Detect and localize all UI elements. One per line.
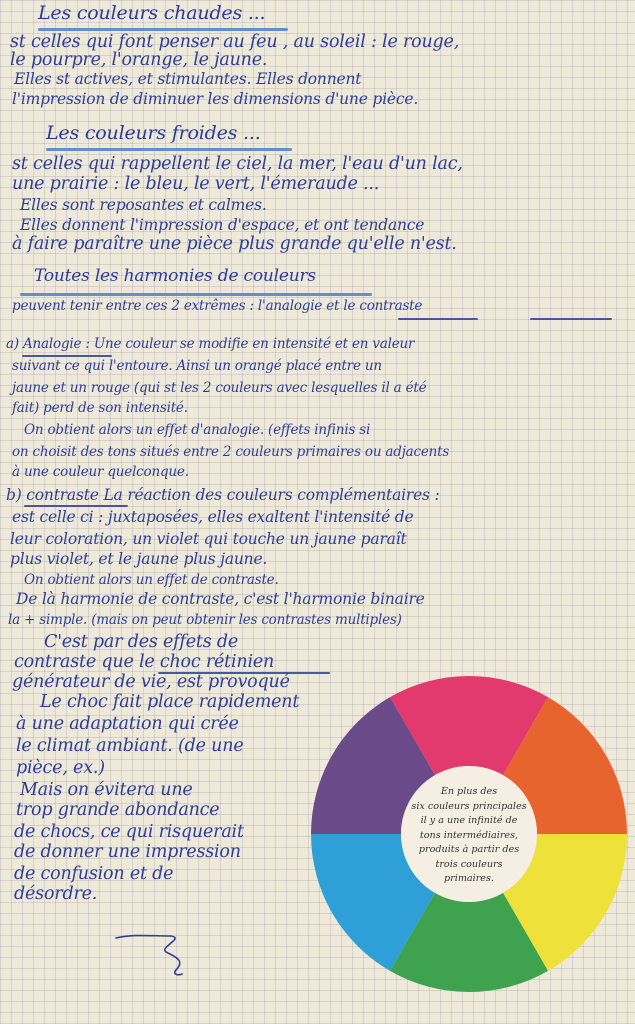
contrast-line: De là harmonie de contraste, c'est l'harmonie binaire [16,590,425,608]
heading-harmonies-underline [20,293,372,296]
warm-line: Elles st actives, et stimulantes. Elles donnent [14,70,362,88]
warm-line: le pourpre, l'orange, le jaune. [10,50,268,70]
analogy-line: on choisit des tons situés entre 2 couleurs primaires ou adjacents [12,444,450,460]
heading-cool-colors: Les couleurs froides ... [46,122,261,144]
wheel-caption-line: primaires. [444,873,494,885]
harmonies-line: peuvent tenir entre ces 2 extrêmes : l'analogie et le contraste [12,298,423,314]
cool-line: une prairie : le bleu, le vert, l'émeraude ... [12,174,380,194]
shock-line: Le choc fait place rapidement [40,692,300,712]
analogy-line: jaune et un rouge (qui st les 2 couleurs avec lesquelles il a été [12,380,427,396]
contrast-line: b) contraste La réaction des couleurs complémentaires : [6,486,440,504]
contraste-underline [530,318,612,320]
analogie-label-underline [22,355,112,357]
contrast-line: On obtient alors un effet de contraste. [24,572,279,588]
shock-line: désordre. [14,884,98,904]
cool-line: st celles qui rappellent le ciel, la mer, l'eau d'un lac, [12,154,463,174]
contrast-line: plus violet, et le jaune plus jaune. [10,550,268,568]
analogy-line: à une couleur quelconque. [12,464,189,480]
shock-line: générateur de vie, est provoqué [12,672,290,692]
warm-line: l'impression de diminuer les dimensions d'une pièce. [12,90,419,108]
contrast-line: la + simple. (mais on peut obtenir les contrastes multiples) [8,612,402,628]
analogy-line: a) Analogie : Une couleur se modifie en intensité et en valeur [6,336,415,352]
heading-harmonies: Toutes les harmonies de couleurs [34,266,316,286]
shock-line: contraste que le choc rétinien [14,652,275,672]
wheel-caption-line: il y a une infinité de [420,815,518,827]
wheel-caption-line: En plus des [440,786,498,798]
analogy-line: On obtient alors un effet d'analogie. (effets infinis si [24,422,371,438]
shock-line: C'est par des effets de [44,632,239,652]
analogy-line: fait) perd de son intensité. [12,400,188,416]
color-wheel-caption [403,770,535,902]
signature-squiggle [112,920,202,980]
heading-warm-underline [38,28,288,31]
wheel-caption-line: tons intermédiaires, [419,829,519,841]
cool-line: à faire paraître une pièce plus grande qu'elle n'est. [12,234,457,254]
color-wheel [309,674,629,994]
contrast-line: leur coloration, un violet qui touche un jaune paraît [10,530,407,548]
shock-line: de chocs, ce qui risquerait [14,822,244,842]
contraste-label-underline [24,505,128,507]
shock-line: à une adaptation qui crée [16,714,239,734]
wheel-caption-line: produits à partir des [418,844,520,856]
shock-line: Mais on évitera une [20,780,193,800]
shock-line: trop grande abondance [16,800,220,820]
heading-warm-colors: Les couleurs chaudes ... [38,2,266,24]
warm-line: st celles qui font penser au feu , au soleil : le rouge, [10,32,460,52]
cool-line: Elles donnent l'impression d'espace, et ont tendance [20,216,425,234]
shock-line: le climat ambiant. (de une [16,736,244,756]
contrast-line: est celle ci : juxtaposées, elles exaltent l'intensité de [12,508,414,526]
analogie-underline [398,318,478,320]
shock-line: de confusion et de [14,864,174,884]
shock-line: de donner une impression [14,842,241,862]
analogy-line: suivant ce qui l'entoure. Ainsi un orangé placé entre un [12,358,382,374]
shock-line: pièce, ex.) [16,758,105,778]
cool-line: Elles sont reposantes et calmes. [20,196,267,214]
heading-cool-underline [46,148,292,151]
wheel-caption-line: six couleurs principales [411,800,527,812]
wheel-caption-line: trois couleurs [435,858,503,870]
